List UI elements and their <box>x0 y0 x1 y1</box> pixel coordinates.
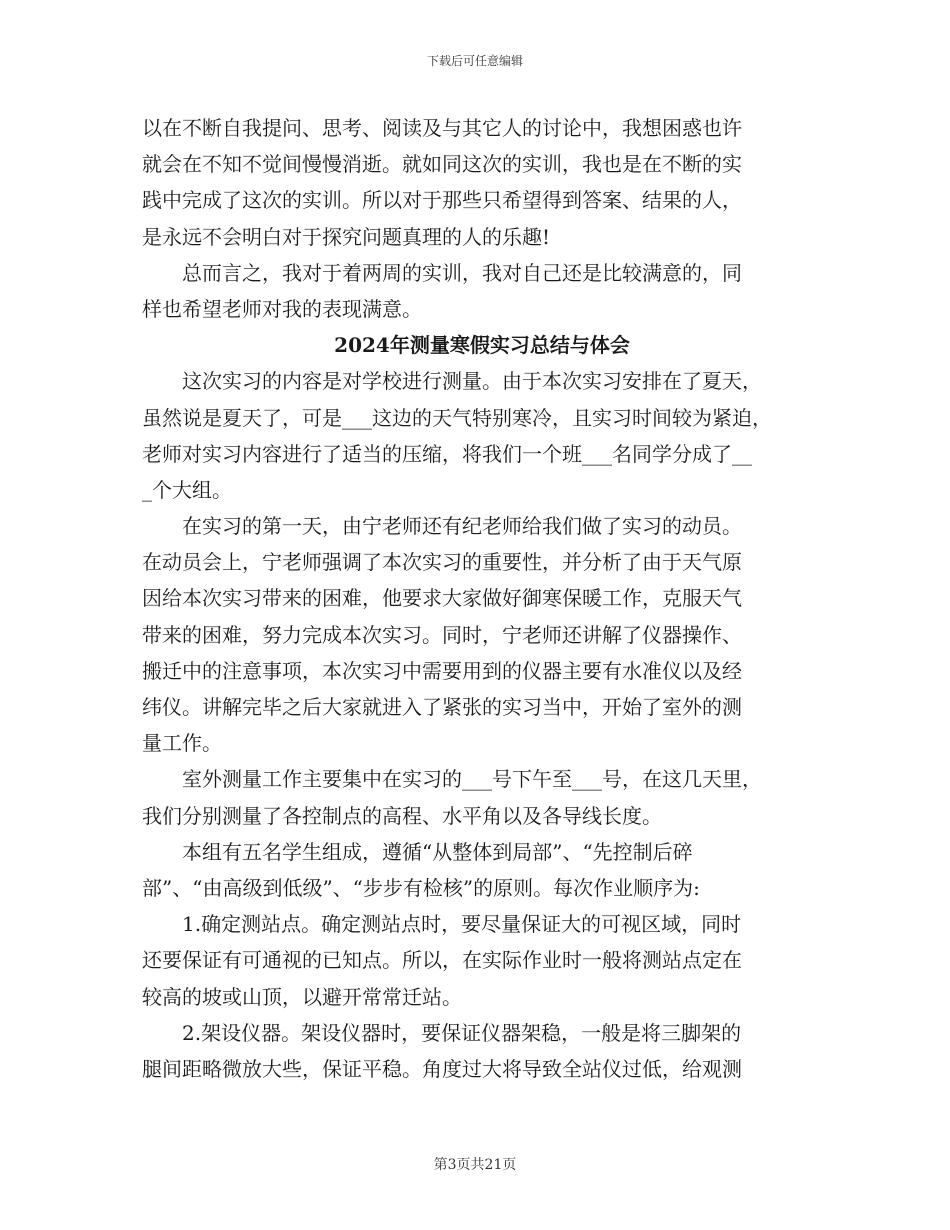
text-line: 总而言之，我对于着两周的实训，我对自己还是比较满意的，同 <box>142 260 742 285</box>
text-line: 就会在不知不觉间慢慢消逝。就如同这次的实训，我也是在不断的实 <box>142 152 742 177</box>
page-header: 下载后可任意编辑 <box>426 54 523 68</box>
text-line: 因给本次实习带来的困难，他要求大家做好御寒保暖工作，克服天气 <box>142 586 742 611</box>
text-line: 在实习的第一天，由宁老师还有纪老师给我们做了实习的动员。 <box>142 514 742 539</box>
text-line: 老师对实习内容进行了适当的压缩，将我们一个班___名同学分成了__ <box>142 441 752 466</box>
text-line: 践中完成了这次的实训。所以对于那些只希望得到答案、结果的人， <box>142 188 742 213</box>
text-line: 这次实习的内容是对学校进行测量。由于本次实习安排在了夏天， <box>142 369 762 394</box>
document-body <box>142 110 822 1087</box>
text-line: 虽然说是夏天了，可是___这边的天气特别寒冷，且实习时间较为紧迫， <box>142 405 772 430</box>
text-line: 是永远不会明白对于探究问题真理的人的乐趣! <box>142 224 551 249</box>
text-line: 带来的困难，努力完成本次实习。同时，宁老师还讲解了仪器操作、 <box>142 622 742 647</box>
text-line: 纬仪。讲解完毕之后大家就进入了紧张的实习当中，开始了室外的测 <box>142 695 742 719</box>
text-line: 1.确定测站点。确定测站点时，要尽量保证大的可视区域，同时 <box>142 912 742 937</box>
text-line: 室外测量工作主要集中在实习的___号下午至___号，在这几天里， <box>142 767 762 792</box>
text-line: 本组有五名学生组成，遵循“从整体到局部”、“先控制后碎 <box>142 839 693 864</box>
text-line: 较高的坡或山顶，以避开常常迁站。 <box>142 984 462 1009</box>
text-line: _个大组。 <box>142 477 232 502</box>
text-line: 腿间距略微放大些，保证平稳。角度过大将导致全站仪过低，给观测 <box>142 1056 742 1081</box>
text-line: 以在不断自我提问、思考、阅读及与其它人的讨论中，我想困惑也许 <box>142 116 742 140</box>
text-line: 搬迁中的注意事项，本次实习中需要用到的仪器主要有水准仪以及经 <box>142 658 742 683</box>
text-line: 2.架设仪器。架设仪器时，要保证仪器架稳，一般是将三脚架的 <box>142 1020 742 1045</box>
text-line: 我们分别测量了各控制点的高程、水平角以及各导线长度。 <box>142 803 662 828</box>
text-line: 在动员会上，宁老师强调了本次实习的重要性，并分析了由于天气原 <box>142 550 742 575</box>
section-title: 2024年测量寒假实习总结与体会 <box>334 333 630 358</box>
text-line: 部”、“由高级到低级”、“步步有检核”的原则。每次作业顺序为: <box>142 875 700 900</box>
text-line: 还要保证有可通视的已知点。所以，在实际作业时一般将测站点定在 <box>142 948 742 973</box>
page-footer: 第3页共21页 <box>433 1157 517 1173</box>
text-line: 样也希望老师对我的表现满意。 <box>142 296 422 321</box>
text-line: 量工作。 <box>142 731 222 756</box>
